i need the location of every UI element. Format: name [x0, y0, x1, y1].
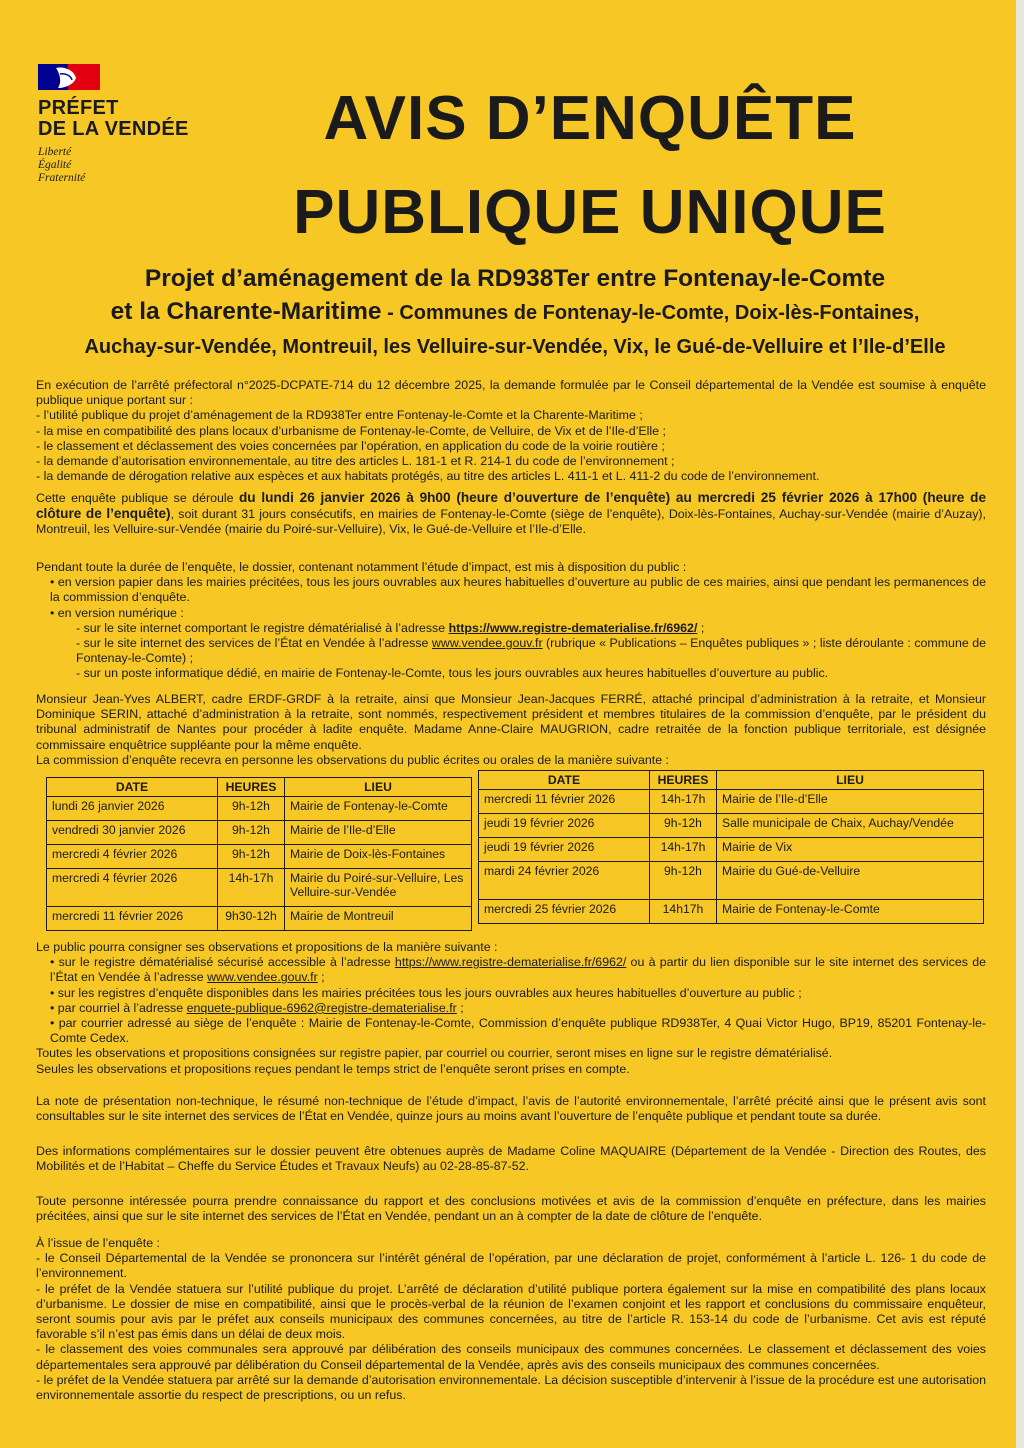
obs-strict: Seules les observations et propositions reçues pendant le temps strict de l’enquête seront prises en compte. — [36, 1061, 630, 1076]
table-row — [479, 862, 984, 900]
table-row — [47, 845, 472, 869]
cell-lieu: Mairie du Poiré-sur-Velluire, Les Velluire-sur-Vendée — [285, 869, 472, 907]
header-lieu: LIEU — [717, 771, 984, 790]
table-row — [47, 907, 472, 931]
info-text: Des informations complémentaires sur le dossier peuvent être obtenues auprès de Madame Coline MAQUAIRE (Département de la Vendée - Direction des Routes, des Mobilités et de l’Habitat – Cheffe du Service Études et Travaux Neufs) au 02-28-85-87-52. — [36, 1144, 986, 1174]
cell-heures: 9h-12h — [650, 862, 717, 900]
dossier-n3: - sur un poste informatique dédié, en mairie de Fontenay-le-Comte, tous les jours ouvrables aux heures habituelles d’ouverture au public. — [76, 666, 829, 681]
title-line2: PUBLIQUE UNIQUE — [293, 178, 887, 247]
obs3-post: ; — [456, 1000, 464, 1015]
cell-lieu: Mairie du Gué-de-Velluire — [717, 862, 984, 900]
cell-heures: 9h-12h — [218, 821, 285, 845]
table-row — [479, 900, 984, 924]
obs1-pre: sur le registre dématérialisé sécurisé accessible à l’adresse — [58, 955, 395, 970]
page-title — [180, 72, 1000, 260]
cell-date: mercredi 11 février 2026 — [47, 907, 218, 931]
cell-date: mercredi 25 février 2026 — [479, 900, 650, 924]
devise-liberte: Liberté — [38, 146, 72, 158]
table-row — [47, 797, 472, 821]
report-section — [36, 1194, 986, 1224]
table-header-row — [47, 778, 472, 797]
registre-link[interactable]: https://www.registre-dematerialise.fr/6962/ — [394, 955, 627, 970]
intro-item: - la demande d’autorisation environnementale, au titre des articles L. 181-1 et R. 214-1 du code de l’environnement ; — [36, 454, 675, 469]
header-date: DATE — [479, 771, 650, 790]
cell-heures: 14h-17h — [650, 838, 717, 862]
table-row — [479, 790, 984, 814]
issue-item: - le classement des voies communales sera approuvé par délibération des conseils municipaux des communes concernées. Le classement et déclassement des voies départementales sera approuvé par délibération du Conseil départemental de la Vendée, après avis des conseils municipaux des communes concernées. — [36, 1342, 986, 1372]
cell-date: jeudi 19 février 2026 — [479, 838, 650, 862]
dossier-n1-post: ; — [697, 620, 705, 635]
issue-item: - le Conseil Départemental de la Vendée se prononcera sur l’intérêt général de l’opération, par une déclaration de projet, conformément à l’article L. 126- 1 du code de l’environnement. — [36, 1251, 986, 1281]
observations-text: Le public pourra consigner ses observations et propositions de la manière suivante : — [36, 940, 498, 954]
header-date: DATE — [47, 778, 218, 797]
intro-text: En exécution de l’arrêté préfectoral n°2025-DCPATE-714 du 12 décembre 2025, la demande formulée par le Conseil départemental de la Vendée est soumise à enquête publique unique portant sur : — [36, 378, 986, 408]
marianne-icon — [38, 64, 100, 90]
obs2: • sur les registres d’enquête disponibles dans les mairies précitées tous les jours ouvrables aux heures habituelles d’ouverture au public ; — [36, 986, 986, 1001]
cell-heures: 9h-12h — [218, 845, 285, 869]
cell-lieu: Mairie de Montreuil — [285, 907, 472, 931]
commission-section — [36, 692, 986, 768]
intro-item: - la demande de dérogation relative aux espèces et aux habitats protégés, au titre des articles L. 411-1 et L. 411-2 du code de l’environnement. — [36, 469, 820, 484]
header-heures: HEURES — [650, 771, 717, 790]
header-heures: HEURES — [218, 778, 285, 797]
obs-online: Toutes les observations et propositions consignées sur registre papier, par courriel ou courrier, seront mises en ligne sur le registre dématérialisé. — [36, 1046, 833, 1061]
cell-date: mercredi 4 février 2026 — [47, 869, 218, 907]
vendee-link[interactable]: www.vendee.gouv.fr — [431, 636, 543, 651]
table-header-row — [479, 771, 984, 790]
devise-egalite: Égalité — [38, 159, 72, 171]
dates-pre: Cette enquête publique se déroule — [36, 491, 239, 505]
cell-heures: 9h-12h — [650, 814, 717, 838]
subtitle-line3: Auchay-sur-Vendée, Montreuil, les Velluire-sur-Vendée, Vix, le Gué-de-Velluire et l’Ile-d’Elle — [84, 336, 946, 358]
dossier-n1-pre: - sur le site internet comportant le registre dématérialisé à l’adresse — [76, 620, 449, 635]
info-section — [36, 1144, 986, 1174]
dossier-paper: • en version papier dans les mairies précitées, tous les jours ouvrables aux heures habituelles d’ouverture au public de ces mairies, ainsi que pendant les permanences de la commission d’enquête. — [36, 575, 986, 605]
subtitle-line2-big: et la Charente-Maritime — [110, 298, 382, 325]
dossier-section — [36, 560, 986, 682]
dates-section — [36, 490, 986, 538]
obs3-pre: par courriel à l’adresse — [57, 1000, 187, 1015]
intro-item: - la mise en compatibilité des plans locaux d’urbanisme de Fontenay-le-Comte, de Velluire, de Vix et de l’Ile-d’Elle ; — [36, 423, 666, 438]
obs1-mid: ou à partir du lien disponible sur le site internet des services de l’État en Vendée à l’adresse — [50, 955, 986, 985]
table-row — [479, 838, 984, 862]
commission-reception: La commission d’enquête recevra en personne les observations du public écrites ou orales de la manière suivante : — [36, 752, 669, 767]
report-text: Toute personne intéressée pourra prendre connaissance du rapport et des conclusions motivées et avis de la commission d’enquête en préfecture, dans les mairies précitées, ainsi que sur le site internet des services de l’État en Vendée, pendant un an à compter de la date de clôture de l’enquête. — [36, 1194, 986, 1224]
issue-heading: À l’issue de l’enquête : — [36, 1236, 160, 1250]
cell-lieu: Mairie de Vix — [717, 838, 984, 862]
dossier-n2-post: (rubrique « Publications – Enquêtes publiques » ; liste déroulante : commune de Fontenay-le-Comte) ; — [76, 636, 986, 666]
email-link[interactable]: enquete-publique-6962@registre-dematerialise.fr — [186, 1000, 457, 1015]
registre-link[interactable]: https://www.registre-dematerialise.fr/6962/ — [448, 620, 698, 635]
cell-heures: 14h17h — [650, 900, 717, 924]
intro-item: - l’utilité publique du projet d’aménagement de la RD938Ter entre Fontenay-le-Comte et la Charente-Maritime ; — [36, 408, 643, 423]
cell-lieu: Mairie de Fontenay-le-Comte — [285, 797, 472, 821]
commission-text: Monsieur Jean-Yves ALBERT, cadre ERDF-GRDF à la retraite, ainsi que Monsieur Jean-Jacques FERRÉ, attaché principal d’administration à la retraite, et Monsieur Dominique SERIN, attaché d’administration à la retraite, sont nommés, respectivement président et membres titulaires de la commission d’enquête, par le président du tribunal administratif de Nantes pour procéder à ladite enquête. Madame Anne-Claire MAUGRION, cadre retraitée de la fonction publique territoriale, est désignée commissaire enquêtrice suppléante pour la même enquête. — [36, 692, 986, 752]
dossier-text: Pendant toute la durée de l’enquête, le dossier, contenant notamment l’étude d’impact, est mis à disposition du public : — [36, 560, 687, 574]
cell-lieu: Mairie de l’Ile-d’Elle — [717, 790, 984, 814]
note-text: La note de présentation non-technique, le résumé non-technique de l’étude d’impact, l’avis de l’autorité environnementale, l’arrêté précité ainsi que le présent avis sont consultables sur le site internet des services de l’État en Vendée, quinze jours au moins avant l’ouverture de l’enquête publique et pendant toute sa durée. — [36, 1094, 986, 1124]
cell-lieu: Mairie de Fontenay-le-Comte — [717, 900, 984, 924]
table-row — [479, 814, 984, 838]
obs4: • par courrier adressé au siège de l’enquête : Mairie de Fontenay-le-Comte, Commission d’enquête publique RD938Ter, 4 Quai Victor Hugo, BP19, 85201 Fontenay-le-Comte Cedex. — [36, 1016, 986, 1046]
cell-date: mercredi 11 février 2026 — [479, 790, 650, 814]
header-lieu: LIEU — [285, 778, 472, 797]
cell-lieu: Mairie de l’Ile-d’Elle — [285, 821, 472, 845]
subtitle-line2-small: - Communes de Fontenay-le-Comte, Doix-lès-Fontaines, — [381, 302, 920, 324]
title-line1: AVIS D’ENQUÊTE — [323, 84, 857, 153]
cell-lieu: Salle municipale de Chaix, Auchay/Vendée — [717, 814, 984, 838]
note-section — [36, 1094, 986, 1124]
cell-date: jeudi 19 février 2026 — [479, 814, 650, 838]
cell-date: mardi 24 février 2026 — [479, 862, 650, 900]
observations-section — [36, 940, 986, 1077]
issue-section — [36, 1236, 986, 1403]
cell-date: mercredi 4 février 2026 — [47, 845, 218, 869]
table-row — [47, 869, 472, 907]
intro-section — [36, 378, 986, 484]
schedule-table-left — [46, 777, 472, 931]
schedule-table-right — [478, 770, 984, 924]
cell-date: lundi 26 janvier 2026 — [47, 797, 218, 821]
paper-edge — [1016, 0, 1024, 1448]
prefet-line1: PRÉFET — [38, 97, 119, 119]
dates-post: , soit durant 31 jours consécutifs, en mairies de Fontenay-le-Comte (siège de l’enquête), Doix-lès-Fontaines, Auchay-sur-Vendée (mairie d’Auzay), Montreuil, les Velluire-sur-Vendée (mairie du Poiré-sur-Velluire), Vix, le Gué-de-Velluire et l’Ile-d’Elle. — [36, 507, 986, 537]
dates-bold: du lundi 26 janvier 2026 à 9h00 (heure d’ouverture de l’enquête) au mercredi 25 février 2026 à 17h00 (heure de clôture de l’enquête) — [36, 490, 986, 522]
prefet-line2: DE LA VENDÉE — [38, 118, 189, 140]
vendee-link[interactable]: www.vendee.gouv.fr — [207, 970, 318, 985]
intro-item: - le classement et déclassement des voies concernées par l’opération, en application du code de la voirie routière ; — [36, 438, 665, 453]
cell-date: vendredi 30 janvier 2026 — [47, 821, 218, 845]
issue-item: - le préfet de la Vendée statuera par arrêté sur la demande d’autorisation environnementale. La décision susceptible d’intervenir à l’issue de la procédure est une autorisation environnementale assortie du respect de prescriptions, ou un refus. — [36, 1372, 986, 1403]
cell-heures: 14h-17h — [650, 790, 717, 814]
subtitle-line1: Projet d’aménagement de la RD938Ter entre Fontenay-le-Comte — [144, 265, 886, 292]
dossier-numeric: • en version numérique : — [36, 606, 986, 621]
cell-lieu: Mairie de Doix-lès-Fontaines — [285, 845, 472, 869]
cell-heures: 9h30-12h — [218, 907, 285, 931]
project-subtitle — [36, 262, 994, 364]
devise-fraternite: Fraternité — [38, 172, 86, 184]
cell-heures: 14h-17h — [218, 869, 285, 907]
table-row — [47, 821, 472, 845]
dossier-n2-pre: - sur le site internet des services de l’État en Vendée à l’adresse — [76, 636, 432, 651]
obs1-post: ; — [317, 970, 325, 985]
issue-item: - le préfet de la Vendée statuera sur l’utilité publique du projet. L’arrêté de déclaration d’utilité publique portera également sur la mise en compatibilité des plans locaux d’urbanisme. Le dossier de mise en compatibilité, ainsi que le procès-verbal de la réunion de l’examen conjoint et les rapport et conclusions du commissaire enquêteur, seront soumis pour avis par le préfet aux conseils municipaux des communes concernées, au titre de l’article R. 153-14 du code de l’urbanisme. Cet avis est réputé favorable s’il n’est pas émis dans un délai de deux mois. — [36, 1281, 986, 1342]
cell-heures: 9h-12h — [218, 797, 285, 821]
